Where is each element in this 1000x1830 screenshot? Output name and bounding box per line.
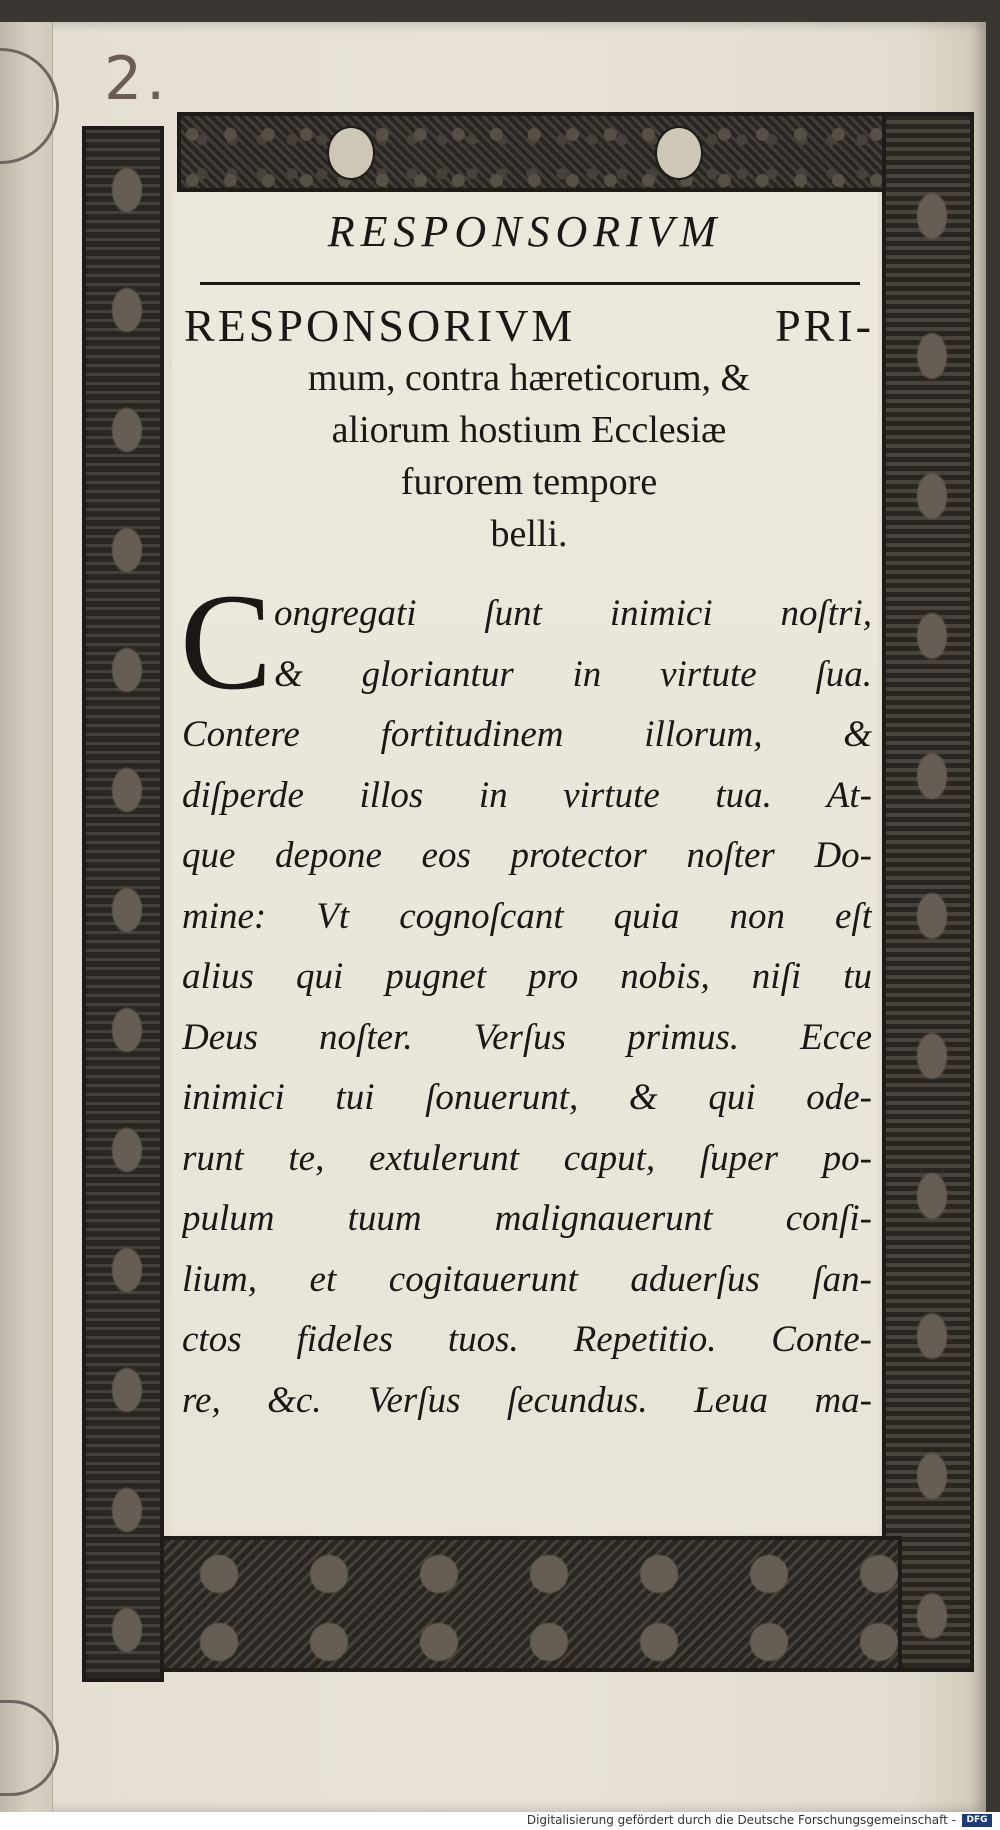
text-line: alius qui pugnet pro nobis, niſi tu [182,956,872,997]
footer-credit: Digitalisierung gefördert durch die Deutsche Forschungsgemeinschaft - [526,1813,956,1827]
title-line: RESPONSORIVM PRI- [184,300,874,351]
digitization-footer [0,1812,1000,1830]
text-line: Contere fortitudinem illorum, & [182,714,872,755]
text-line: lium, et cogitauerunt aduerſus ſan- [182,1258,872,1300]
text-line: re, &c. Verſus ſecundus. Leua ma- [182,1379,872,1421]
drop-cap: C [180,565,273,718]
running-head: RESPONSORIVM [327,207,723,256]
text-line: mine: Vt cognoſcant quia non eſt [182,895,872,937]
dfg-logo-icon: DFG [962,1814,992,1827]
title-line: belli. [490,513,568,555]
woodcut-border-top [177,112,897,192]
text-line: que depone eos protector noſter Do- [182,835,872,876]
cherub-ornament-icon [327,126,375,180]
text-line: inimici tui ſonuerunt, & qui ode- [182,1077,872,1118]
section-title [184,300,874,560]
woodcut-border-left [82,126,164,1682]
page-number: 2. [104,44,170,114]
text-block [172,192,878,1534]
text-line: pulum tuum malignauerunt conſi- [182,1198,872,1239]
text-line: diſperde illos in virtute tua. At- [182,774,872,816]
text-line: ongregati ſunt inimici noſtri, [274,593,872,634]
text-line: ctos fideles tuos. Repetitio. Conte- [182,1319,872,1360]
text-line: runt te, extulerunt caput, ſuper po- [182,1137,872,1179]
text-line: Deus noſter. Verſus primus. Ecce [182,1016,872,1058]
woodcut-border-bottom [160,1536,902,1672]
title-line: aliorum hostium Ecclesiæ [331,409,727,451]
title-line: mum, contra hæreticorum, & [307,357,751,399]
responsory-text [180,565,872,1431]
cherub-ornament-icon [655,126,703,180]
page-binding [0,22,53,1812]
woodcut-border-right [882,112,974,1672]
head-rule [200,282,860,285]
text-line: & gloriantur in virtute ſua. [274,653,872,695]
title-line: furorem tempore [400,461,658,503]
